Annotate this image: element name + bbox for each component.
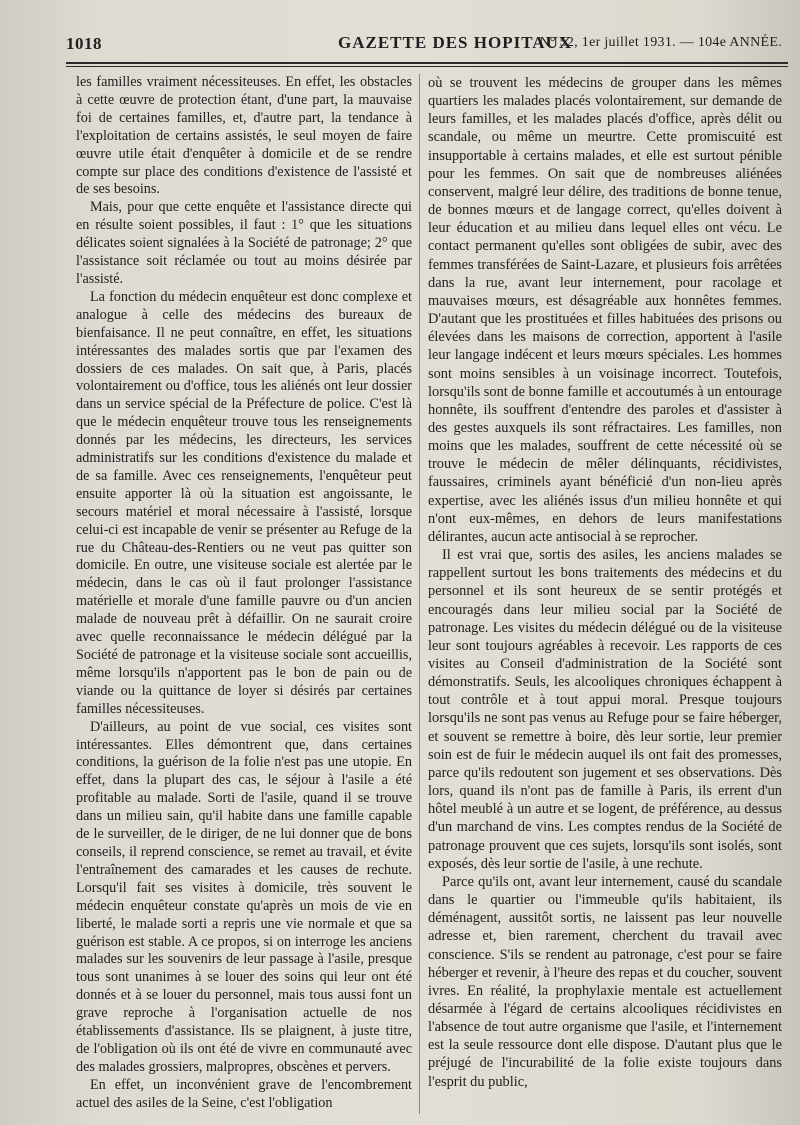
paragraph: D'ailleurs, au point de vue social, ces visites sont intéressantes. Elles démontrent que, dans certaines conditions, la guérison de la folie n'est pas une utopie. En effet, dans la plupart des cas, le séjour à l'asile a été profitable au malade. Sorti de l'asile, quand il se trouve dans un milieu sain, qu'il habite dans une famille capable de le surveiller, de le diriger, de ne lui donner que de bons conseils, il reprend conscience, se remet au travail, et évite l'entraînement des camarades et les causes de rechute. Lorsqu'il fait ses visites à domicile, très souvent le médecin enquêteur constate qu'après un mois de vie en liberté, le malade sorti a repris une vie normale et que sa guérison est stable. A ce propos, si on interroge les anciens malades sur les souvenirs de leur passage à l'asile, presque tous sont unanimes à se louer des soins qui leur ont été donnés et à se louer du personnel, mais tous aussi font un grave reproche à l'organisation actuelle de nos établissements d'assistance. Ils se plaignent, à juste titre, de l'obligation où ils ont été de vivre en communauté avec des malades grossiers, malpropres, obscènes et pervers.	[76, 718, 412, 1075]
issue-info: N° 52, 1er juillet 1931. — 104e ANNÉE.	[539, 35, 782, 50]
column-divider	[419, 74, 420, 1114]
left-column	[76, 74, 412, 1113]
journal-title: GAZETTE DES HOPITAUX	[338, 33, 573, 52]
header-rule-thin	[66, 66, 788, 67]
paragraph: Parce qu'ils ont, avant leur internement, causé du scandale dans le quartier ou l'immeuble qu'ils habitaient, ils déménagent, aussitôt sortis, ne laissent pas leur nouvelle adresse et, bien rarement, cherchent du travail avec conscience. S'ils se rendent au patronage, c'est pour se faire héberger et revenir, à l'heure des repas et du coucher, souvent ivres. En réalité, la prophylaxie mentale est actuellement désarmée à l'égard de certains alcooliques récidivistes en l'absence de tout autre organisme que l'asile, et l'internement est la seule ressource dont elle dispose. D'autant plus que le préjugé de l'incurabilité de la folie existe toujours dans l'esprit du public,	[428, 873, 782, 1090]
paragraph: La fonction du médecin enquêteur est donc complexe et analogue à celle des médecins des bureaux de bienfaisance. Il ne peut connaître, en effet, les situations intéressantes des malades sortis que par l'examen des dossiers de ces malades. On sait que, à Paris, placés volontairement ou d'office, tous les aliénés ont leur dossier dans un service spécial de la Préfecture de police. C'est là que le médecin enquêteur trouve tous les renseignements donnés par les médecins, les directeurs, les services administratifs sur les conditions d'existence du malade et de sa famille. Avec ces renseignements, l'enquêteur peut ensuite apporter là où la situation est angoissante, le secours matériel et moral nécessaire à l'assisté, lorsque celui-ci est incapable de venir se présenter au Refuge de la rue du Château-des-Rentiers ou ne veut pas quitter son domicile. En outre, une visiteuse sociale est alertée par le médecin, dans le cas où il faut prolonger l'assistance matérielle et morale d'une famille pauvre ou d'un ancien malade de nouveau prêt à défaillir. On ne saurait croire avec quelle reconnaissance le médecin délégué par la Société de patronage et la visiteuse sociale sont accueillis, même lorsqu'ils n'apportent pas le bon de pain ou de viande ou la quittance de loyer si désirés par certaines familles nécessiteuses.	[76, 288, 412, 717]
paragraph: où se trouvent les médecins de grouper dans les mêmes quartiers les malades placés volontairement, sur demande de leurs familles, et les malades placés d'office, après délit ou scandale, ou même un meurtre. Cette promiscuité est insupportable à certains malades, et elle est surtout pénible pour les femmes. On sait que de nombreuses aliénées conservent, malgré leur délire, des traditions de bonne tenue, de bonnes mœurs et de langage correct, qu'elles doivent à leur éducation et au milieu dans lequel elles ont vécu. Le contact permanent qu'elles sont obligées de subir, avec des femmes transférées de Saint-Lazare, et plusieurs fois arrêtées dans la rue, avant leur internement, pour racolage et mauvaises mœurs, est désagréable aux honnêtes femmes. D'autant que les prostituées et filles habituées des prisons ou élevées dans les maisons de correction, apportent à l'asile leur langage indécent et leurs mœurs spéciales. Les hommes sont moins sensibles à un voisinage incorrect. Toutefois, lorsqu'ils sont de bonne famille et accoutumés à un entourage honnête, ils souffrent d'entendre des paroles et d'assister à des gestes auxquels ils sont réfractaires. Les familles, non moins que les malades, souffrent de cette nécessité où se trouve le médecin de mêler délinquants, récidivistes, faussaires, criminels ayant bénéficié d'un non-lieu après expertise, avec les aliénés issus d'un milieu honnête et qui n'ont eux-mêmes, en dehors de leurs manifestations délirantes, aucun acte antisocial à se reprocher.	[428, 75, 782, 545]
paragraph: En effet, un inconvénient grave de l'encombrement actuel des asiles de la Seine, c'est l'obligation	[76, 1076, 412, 1111]
page-header	[66, 28, 788, 58]
header-rule	[66, 62, 788, 64]
paragraph: les familles vraiment nécessiteuses. En effet, les obstacles à cette œuvre de protection étant, d'une part, la mauvaise foi de certaines familles, et, d'autre part, la tendance à l'exploitation de certains assistés, le seul moyen de faire œuvre utile était d'enquêter à domicile et de se rendre compte sur place des conditions d'existence de l'assisté et de ses besoins.	[76, 74, 412, 198]
paragraph: Mais, pour que cette enquête et l'assistance directe qui en résulte soient possibles, il faut : 1° que les situations délicates soient signalées à la Société de patronage; 2° que l'assistance soit réclamée ou tout au moins désirée par l'assisté.	[76, 199, 412, 287]
right-column	[428, 74, 782, 1091]
page-number: 1018	[66, 34, 102, 53]
paragraph: Il est vrai que, sortis des asiles, les anciens malades se rappellent surtout les bons traitements des médecins et du personnel et ils sont heureux de se sentir protégés et encouragés dans leur milieu social par la Société de patronage. Les visites du médecin délégué ou de la visiteuse leur sont toujours agréables à recevoir. Les rapports de ces visites au Conseil d'administration de la Société sont démonstratifs. Seuls, les alcooliques chroniques échappent à tout contrôle et à tout appui moral. Presque toujours lorsqu'ils ne sont pas venus au Refuge pour se faire héberger, et souvent se remettre à boire, dès leur sortie, leur premier soin est de fuir le médecin auquel ils ont fait des promesses, parce qu'ils redoutent son jugement et ses observations. Dès lors, quand ils n'ont pas de famille à Paris, ils errent d'un hôtel meublé à un autre et se logent, de préférence, au dessus d'un marchand de vins. Les comptes rendus de la Société de patronage prouvent que ces sujets, lorsqu'ils sont isolés, sont exposés, dès leur sortie de l'asile, à une rechute.	[428, 547, 782, 872]
